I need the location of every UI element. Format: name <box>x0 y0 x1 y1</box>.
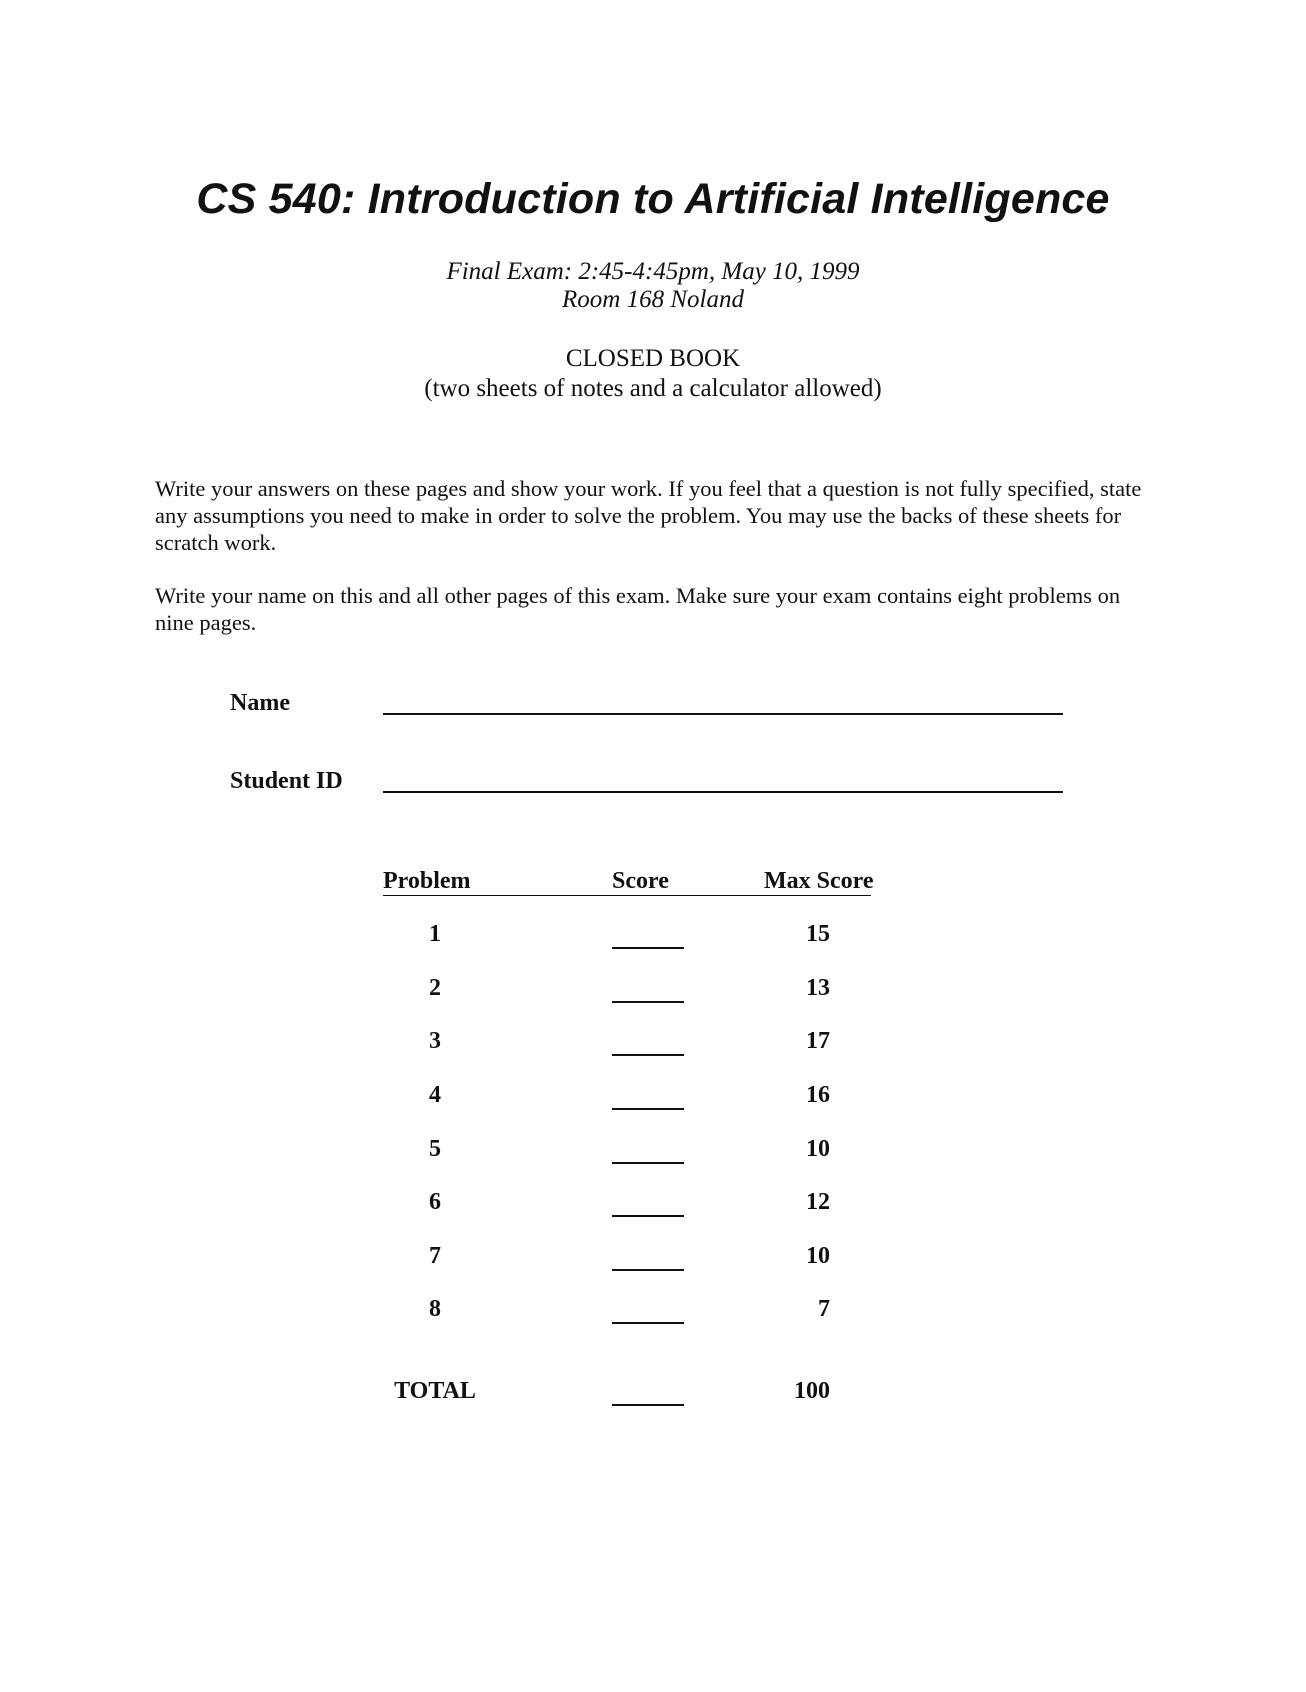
total-max-score: 100 <box>794 1378 830 1404</box>
exam-title: CS 540: Introduction to Artificial Intelligence <box>196 175 1110 223</box>
score-blank[interactable] <box>612 1243 684 1271</box>
student-id-label: Student ID <box>230 768 343 794</box>
table-row <box>0 1028 1306 1068</box>
table-row <box>0 975 1306 1015</box>
table-row <box>0 1243 1306 1283</box>
problem-number: 1 <box>429 921 441 947</box>
score-blank[interactable] <box>612 1082 684 1110</box>
exam-time: Final Exam: 2:45-4:45pm, May 10, 1999 <box>446 258 860 285</box>
score-blank[interactable] <box>612 1028 684 1056</box>
max-score: 15 <box>806 921 830 947</box>
score-blank[interactable] <box>612 1296 684 1324</box>
max-score: 10 <box>806 1136 830 1162</box>
header-rule <box>383 895 871 896</box>
score-blank[interactable] <box>612 975 684 1003</box>
total-score-blank[interactable] <box>612 1378 684 1406</box>
problem-column-header: Problem <box>383 868 471 894</box>
score-blank[interactable] <box>612 921 684 949</box>
instructions-paragraph-1: Write your answers on these pages and show your work. If you feel that a question is not fully specified, state any assumptions you need to make in order to solve the problem. You may use the backs of these sheets for scratch work. <box>155 476 1142 555</box>
score-blank[interactable] <box>612 1189 684 1217</box>
problem-number: 2 <box>429 975 441 1001</box>
problem-number: 5 <box>429 1136 441 1162</box>
max-score: 13 <box>806 975 830 1001</box>
max-score: 17 <box>806 1028 830 1054</box>
score-blank[interactable] <box>612 1136 684 1164</box>
total-label: TOTAL <box>394 1378 476 1404</box>
name-label: Name <box>230 690 290 716</box>
table-row <box>0 1082 1306 1122</box>
problem-number: 3 <box>429 1028 441 1054</box>
total-row <box>0 1378 1306 1418</box>
score-column-header: Score <box>612 868 669 894</box>
table-row <box>0 921 1306 961</box>
table-row <box>0 1189 1306 1229</box>
instructions-paragraph-2: Write your name on this and all other pages of this exam. Make sure your exam contains eight problems on nine pages. <box>155 583 1121 635</box>
table-row <box>0 1296 1306 1336</box>
problem-number: 6 <box>429 1189 441 1215</box>
problem-number: 7 <box>429 1243 441 1269</box>
max-score: 10 <box>806 1243 830 1269</box>
exam-room: Room 168 Noland <box>562 286 744 313</box>
table-row <box>0 1136 1306 1176</box>
name-field[interactable] <box>383 713 1063 715</box>
closed-book-notice: CLOSED BOOK <box>565 345 741 372</box>
max-score: 16 <box>806 1082 830 1108</box>
max-score: 12 <box>806 1189 830 1215</box>
student-id-field[interactable] <box>383 791 1063 793</box>
allowed-materials: (two sheets of notes and a calculator allowed) <box>424 375 882 402</box>
problem-number: 4 <box>429 1082 441 1108</box>
max-score: 7 <box>818 1296 830 1322</box>
problem-number: 8 <box>429 1296 441 1322</box>
max-score-column-header: Max Score <box>764 868 874 894</box>
